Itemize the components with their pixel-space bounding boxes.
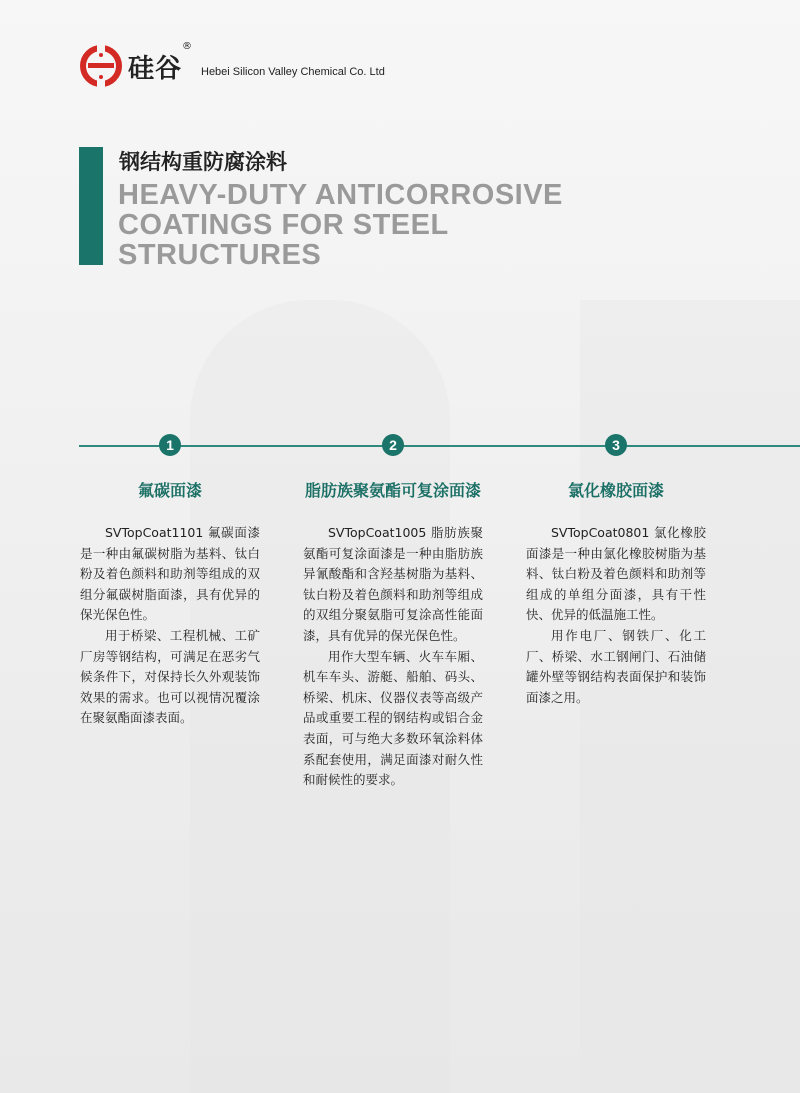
step-badge-3: 3 — [605, 434, 627, 456]
page-title-cn: 钢结构重防腐涂料 — [119, 150, 287, 174]
title-en-line: STRUCTURES — [118, 239, 322, 271]
logo-text: 硅谷 — [128, 53, 183, 84]
product-column — [303, 478, 483, 791]
product-column — [526, 478, 706, 708]
product-description: SVTopCoat1005 脂肪族聚氨酯可复涂面漆是一种由脂肪族异氰酸酯和含羟基树脂为基料、钛白粉及着色颜料和助剂等组成的双组分聚氨脂可复涂高性能面漆，具有优异的保光保色性。 — [303, 525, 483, 643]
product-name: 脂肪族聚氨酯可复涂面漆 — [304, 481, 481, 500]
product-column — [80, 478, 260, 729]
product-name: 氟碳面漆 — [137, 481, 202, 500]
product-usage: 用于桥梁、工程机械、工矿厂房等钢结构，可满足在恶劣气候条件下，对保持长久外观装饰效果的需求。也可以视情况覆涂在聚氨酯面漆表面。 — [80, 627, 260, 726]
company-logo — [80, 41, 192, 87]
page-title-en — [118, 180, 563, 270]
registered-mark: ® — [182, 41, 192, 52]
step-badge-2: 2 — [382, 434, 404, 456]
logo-mark-icon — [80, 45, 122, 87]
step-badge-1: 1 — [159, 434, 181, 456]
title-en-line: COATINGS FOR STEEL — [118, 209, 449, 241]
product-description: SVTopCoat1101 氟碳面漆是一种由氟碳树脂为基料、钛白粉及着色颜料和助剂等组成的双组分氟碳树脂面漆，具有优异的保光保色性。 — [80, 525, 260, 623]
product-name: 氯化橡胶面漆 — [567, 481, 664, 500]
product-description: SVTopCoat0801 氯化橡胶面漆是一种由氯化橡胶树脂为基料、钛白粉及着色颜料和助剂等组成的单组分面漆，具有干性快、优异的低温施工性。 — [526, 525, 706, 623]
title-accent-bar — [79, 147, 103, 265]
product-usage: 用作大型车辆、火车车厢、机车车头、游艇、船舶、码头、桥梁、机床、仪器仪表等高级产品或重要工程的钢结构或铝合金表面，可与绝大多数环氧涂料体系配套使用，满足面漆对耐久性和耐候性的要求。 — [303, 648, 483, 788]
timeline-divider — [79, 445, 800, 447]
product-usage: 用作电厂、钢铁厂、化工厂、桥梁、水工钢闸门、石油储罐外壁等钢结构表面保护和装饰面漆之用。 — [526, 627, 706, 705]
company-name: Hebei Silicon Valley Chemical Co. Ltd — [201, 66, 385, 78]
title-en-line: HEAVY-DUTY ANTICORROSIVE — [118, 179, 563, 211]
